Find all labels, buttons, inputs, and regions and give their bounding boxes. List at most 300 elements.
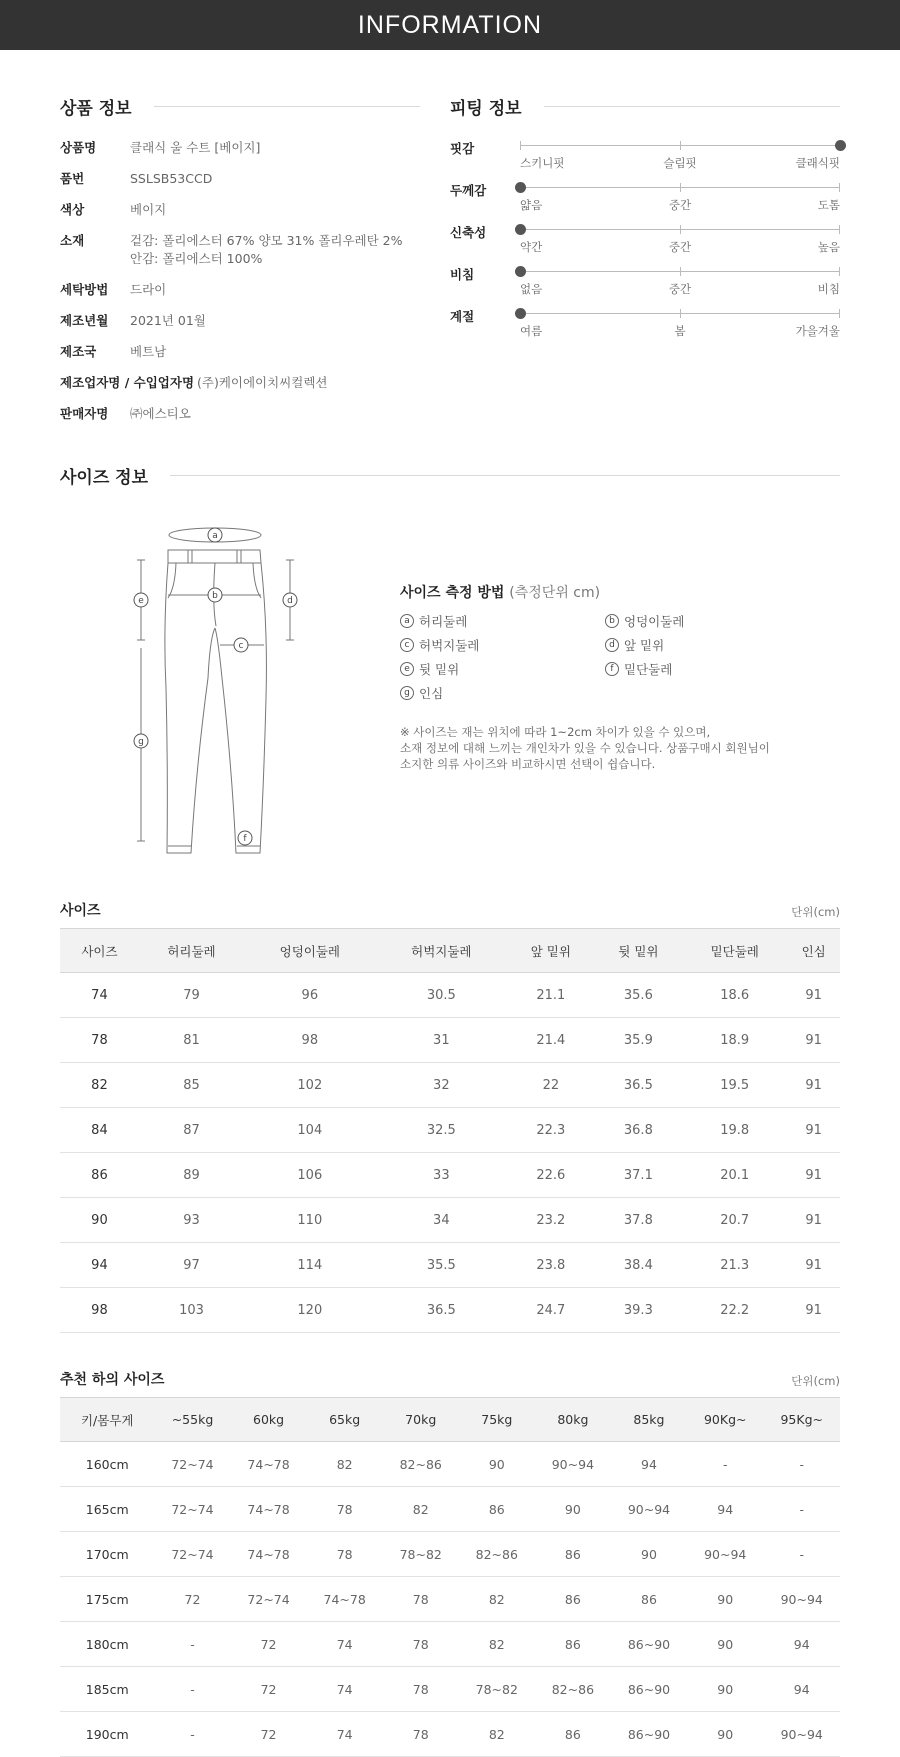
size-info-title: 사이즈 정보 <box>60 468 149 488</box>
fitting-scale-list <box>450 137 840 347</box>
scale-label-high: 도톰 <box>817 198 840 212</box>
size-info-body <box>60 508 840 878</box>
table-cell: 90 <box>60 1198 139 1243</box>
table-cell: 72 <box>231 1712 307 1757</box>
table-cell: 74 <box>60 973 139 1018</box>
table-cell: 86 <box>459 1487 535 1532</box>
measure-mark: a <box>400 614 414 628</box>
table-cell: 72 <box>154 1577 230 1622</box>
table-header-cell: 뒷 밑위 <box>595 929 683 973</box>
table-cell: 90~94 <box>535 1442 611 1487</box>
fitting-row <box>450 221 840 263</box>
table-cell: 22 <box>507 1063 595 1108</box>
heading-rule <box>170 475 840 476</box>
table-cell: 90 <box>459 1442 535 1487</box>
table-cell: 31 <box>376 1018 508 1063</box>
table-cell: 91 <box>787 1288 840 1333</box>
pants-diagram <box>60 508 400 878</box>
table-row <box>60 1712 840 1757</box>
material-lining: 안감: 폴리에스터 100% <box>130 251 263 266</box>
table-row <box>60 1532 840 1577</box>
table-cell: 34 <box>376 1198 508 1243</box>
table-header-cell: 사이즈 <box>60 929 139 973</box>
note-line: ※ 사이즈는 재는 위치에 따라 1~2cm 차이가 있을 수 있으며, <box>400 725 711 739</box>
recommend-table-heading <box>60 1369 840 1389</box>
belt-loop <box>188 550 192 563</box>
marker-f <box>238 831 252 845</box>
product-info-title: 상품 정보 <box>60 99 132 119</box>
scale-label-mid: 중간 <box>668 282 692 296</box>
table-cell: 22.2 <box>682 1288 787 1333</box>
table-cell: 37.8 <box>595 1198 683 1243</box>
fitting-key: 비침 <box>450 267 475 282</box>
table-cell: 74 <box>307 1622 383 1667</box>
measure-item <box>400 612 605 630</box>
pants-diagram-svg <box>60 508 400 878</box>
product-row-name <box>60 139 420 157</box>
svg-text:c: c <box>238 641 244 651</box>
table-cell: 82 <box>459 1577 535 1622</box>
measurement-title <box>400 582 840 602</box>
measure-mark: d <box>605 638 619 652</box>
table-cell: 114 <box>244 1243 376 1288</box>
measurement-list <box>400 612 840 702</box>
note-line: 소재 정보에 대해 느끼는 개인차가 있을 수 있습니다. 상품구매시 회원님이 <box>400 741 770 755</box>
table-cell: - <box>687 1442 763 1487</box>
scale-label-mid: 중간 <box>668 240 692 254</box>
fitting-scale <box>520 137 840 177</box>
table-cell: 104 <box>244 1108 376 1153</box>
table-cell: 74~78 <box>307 1577 383 1622</box>
product-row-value: SSLSB53CCD <box>130 171 213 186</box>
table-row <box>60 1198 840 1243</box>
scale-label-low: 얇음 <box>520 198 543 212</box>
scale-label-low: 없음 <box>520 282 543 296</box>
fitting-key: 계절 <box>450 309 475 324</box>
heading-rule <box>154 106 420 107</box>
table-cell: 90 <box>535 1487 611 1532</box>
table-cell: 91 <box>787 1063 840 1108</box>
table-header-cell: 밑단둘레 <box>682 929 787 973</box>
product-row-key: 소재 <box>60 233 85 248</box>
table-cell: 91 <box>787 1153 840 1198</box>
table-cell: 78 <box>383 1577 459 1622</box>
scale-label-mid: 슬림핏 <box>663 156 697 170</box>
table-cell: 86 <box>535 1622 611 1667</box>
measure-item <box>400 684 605 702</box>
svg-text:d: d <box>287 596 293 606</box>
table-cell: 110 <box>244 1198 376 1243</box>
table-row <box>60 1442 840 1487</box>
recommend-table <box>60 1397 840 1757</box>
size-table-title: 사이즈 <box>60 903 101 919</box>
fitting-info-section <box>450 94 840 423</box>
note-line: 소지한 의류 사이즈와 비교하시면 선택이 쉽습니다. <box>400 757 656 771</box>
measure-item <box>605 612 805 630</box>
svg-text:e: e <box>138 596 144 606</box>
table-cell: 36.5 <box>595 1063 683 1108</box>
table-cell: 82~86 <box>383 1442 459 1487</box>
table-cell: 19.8 <box>682 1108 787 1153</box>
right-pocket <box>253 563 261 598</box>
table-header-cell: 엉덩이둘레 <box>244 929 376 973</box>
measurement-guide <box>400 508 840 878</box>
scale-label-mid: 중간 <box>668 198 692 212</box>
table-cell: 90 <box>687 1712 763 1757</box>
table-cell: 19.5 <box>682 1063 787 1108</box>
marker-a <box>208 528 222 542</box>
table-cell: 165cm <box>60 1487 154 1532</box>
fitting-row <box>450 137 840 179</box>
table-cell: 90 <box>687 1577 763 1622</box>
table-cell: 72~74 <box>231 1577 307 1622</box>
information-content <box>0 94 900 1757</box>
measure-mark: c <box>400 638 414 652</box>
top-columns <box>60 94 840 423</box>
scale-indicator-dot <box>515 224 526 235</box>
table-cell: 22.6 <box>507 1153 595 1198</box>
table-cell: 74~78 <box>231 1442 307 1487</box>
table-cell: 85 <box>139 1063 244 1108</box>
product-row-value: 베트남 <box>130 344 167 359</box>
table-cell: 82 <box>383 1487 459 1532</box>
table-cell: 120 <box>244 1288 376 1333</box>
table-cell: 90 <box>687 1667 763 1712</box>
table-cell: 160cm <box>60 1442 154 1487</box>
fitting-info-heading <box>450 94 840 119</box>
fitting-key: 두께감 <box>450 183 487 198</box>
scale-tick <box>839 183 840 192</box>
table-cell: 89 <box>139 1153 244 1198</box>
table-cell: 96 <box>244 973 376 1018</box>
scale-tick <box>680 225 681 234</box>
measure-label: 엉덩이둘레 <box>624 614 685 629</box>
table-cell: 72 <box>231 1622 307 1667</box>
table-row <box>60 1288 840 1333</box>
left-leg <box>165 563 215 853</box>
table-cell: 36.8 <box>595 1108 683 1153</box>
heading-rule <box>544 106 840 107</box>
table-cell: 21.3 <box>682 1243 787 1288</box>
table-header-row <box>60 929 840 973</box>
scale-label-low: 스키니핏 <box>520 156 565 170</box>
table-cell: 38.4 <box>595 1243 683 1288</box>
table-cell: 98 <box>244 1018 376 1063</box>
product-row-country <box>60 343 420 361</box>
table-row <box>60 1153 840 1198</box>
table-cell: 20.1 <box>682 1153 787 1198</box>
product-row-key: 품번 <box>60 171 85 186</box>
table-cell: 36.5 <box>376 1288 508 1333</box>
svg-text:a: a <box>212 531 218 541</box>
table-cell: - <box>154 1712 230 1757</box>
product-row-key: 세탁방법 <box>60 282 109 297</box>
table-cell: 91 <box>787 973 840 1018</box>
table-header-cell: 허벅지둘레 <box>376 929 508 973</box>
fitting-scale <box>520 179 840 219</box>
table-cell: 90~94 <box>763 1577 840 1622</box>
scale-indicator-dot <box>515 266 526 277</box>
table-header-cell: 80kg <box>535 1398 611 1442</box>
table-cell: 78 <box>307 1532 383 1577</box>
table-cell: 32 <box>376 1063 508 1108</box>
svg-text:g: g <box>138 737 144 747</box>
table-cell: 86~90 <box>611 1622 687 1667</box>
table-cell: 21.4 <box>507 1018 595 1063</box>
table-cell: 86~90 <box>611 1712 687 1757</box>
product-row-key: 색상 <box>60 202 85 217</box>
table-header-row <box>60 1398 840 1442</box>
scale-label-high: 가을겨울 <box>795 324 840 338</box>
table-row <box>60 1108 840 1153</box>
table-cell: 39.3 <box>595 1288 683 1333</box>
table-cell: 78 <box>307 1487 383 1532</box>
table-cell: 79 <box>139 973 244 1018</box>
measure-item <box>400 660 605 678</box>
table-cell: 23.2 <box>507 1198 595 1243</box>
table-cell: 74 <box>307 1712 383 1757</box>
table-cell: 72~74 <box>154 1487 230 1532</box>
product-row-key: 판매자명 <box>60 406 109 421</box>
measure-item <box>605 636 805 654</box>
table-cell: 94 <box>611 1442 687 1487</box>
table-cell: 74~78 <box>231 1532 307 1577</box>
table-cell: 93 <box>139 1198 244 1243</box>
measure-item <box>400 636 605 654</box>
table-cell: 185cm <box>60 1667 154 1712</box>
table-row <box>60 973 840 1018</box>
measure-unit-text: (측정단위 cm) <box>509 585 601 601</box>
product-row-date <box>60 312 420 330</box>
scale-tick <box>680 267 681 276</box>
table-cell: 33 <box>376 1153 508 1198</box>
size-table-section <box>60 900 840 1333</box>
product-row-key: 제조년월 <box>60 313 109 328</box>
table-cell: 90 <box>611 1532 687 1577</box>
table-cell: - <box>763 1442 840 1487</box>
size-table <box>60 928 840 1333</box>
product-row-value: 드라이 <box>130 282 167 297</box>
product-row-seller <box>60 405 420 423</box>
table-cell: 94 <box>60 1243 139 1288</box>
table-cell: 90~94 <box>763 1712 840 1757</box>
scale-tick <box>680 183 681 192</box>
fitting-scale <box>520 305 840 345</box>
product-info-section <box>60 94 420 423</box>
table-cell: - <box>154 1622 230 1667</box>
scale-label-high: 비침 <box>817 282 840 296</box>
recommend-table-unit: 단위(cm) <box>791 1374 840 1388</box>
product-row-key: 제조국 <box>60 344 97 359</box>
product-row-wash <box>60 281 420 299</box>
table-header-cell: 90Kg~ <box>687 1398 763 1442</box>
table-cell: 18.6 <box>682 973 787 1018</box>
product-row-value: (주)케이에이치씨컬렉션 <box>197 375 328 390</box>
scale-indicator-dot <box>515 182 526 193</box>
table-cell: 35.9 <box>595 1018 683 1063</box>
scale-tick <box>680 141 681 150</box>
table-cell: 23.8 <box>507 1243 595 1288</box>
product-row-manufacturer <box>60 374 420 392</box>
product-row-value: 2021년 01월 <box>130 313 206 328</box>
scale-indicator-dot <box>835 140 846 151</box>
table-cell: 91 <box>787 1108 840 1153</box>
marker-d <box>283 593 297 607</box>
table-cell: 78 <box>383 1622 459 1667</box>
table-cell: 24.7 <box>507 1288 595 1333</box>
size-note <box>400 724 840 772</box>
scale-label-mid: 봄 <box>674 324 686 338</box>
measure-mark: e <box>400 662 414 676</box>
table-cell: 78 <box>60 1018 139 1063</box>
table-row <box>60 1667 840 1712</box>
measure-label: 인심 <box>419 686 444 701</box>
product-row-code <box>60 170 420 188</box>
table-cell: - <box>763 1532 840 1577</box>
table-cell: 180cm <box>60 1622 154 1667</box>
table-cell: 94 <box>763 1622 840 1667</box>
size-info-heading <box>60 463 840 488</box>
table-header-cell: 허리둘레 <box>139 929 244 973</box>
measure-label: 뒷 밑위 <box>419 662 460 677</box>
marker-e <box>134 593 148 607</box>
left-pocket <box>168 563 176 598</box>
table-cell: 81 <box>139 1018 244 1063</box>
table-cell: 82 <box>60 1063 139 1108</box>
table-cell: 32.5 <box>376 1108 508 1153</box>
svg-text:b: b <box>212 591 218 601</box>
scale-label-low: 여름 <box>520 324 543 338</box>
table-cell: 72~74 <box>154 1442 230 1487</box>
table-row <box>60 1018 840 1063</box>
svg-text:f: f <box>243 834 247 844</box>
table-cell: 35.6 <box>595 973 683 1018</box>
table-cell: 86 <box>535 1532 611 1577</box>
product-row-value <box>130 232 403 268</box>
table-cell: 170cm <box>60 1532 154 1577</box>
table-cell: 90~94 <box>687 1532 763 1577</box>
table-cell: 103 <box>139 1288 244 1333</box>
table-cell: 102 <box>244 1063 376 1108</box>
table-header-cell: 앞 밑위 <box>507 929 595 973</box>
size-table-heading <box>60 900 840 920</box>
scale-tick <box>680 309 681 318</box>
scale-tick <box>839 225 840 234</box>
table-cell: 86 <box>611 1577 687 1622</box>
product-row-color <box>60 201 420 219</box>
table-cell: 90 <box>687 1622 763 1667</box>
scale-label-low: 약간 <box>520 240 543 254</box>
table-header-cell: ~55kg <box>154 1398 230 1442</box>
table-cell: 30.5 <box>376 973 508 1018</box>
table-header-cell: 60kg <box>231 1398 307 1442</box>
material-outer: 겉감: 폴리에스터 67% 양모 31% 폴리우레탄 2% <box>130 233 403 248</box>
measure-label: 앞 밑위 <box>624 638 665 653</box>
measure-mark: b <box>605 614 619 628</box>
recommend-table-section <box>60 1369 840 1757</box>
table-cell: 35.5 <box>376 1243 508 1288</box>
table-cell: 84 <box>60 1108 139 1153</box>
table-row <box>60 1622 840 1667</box>
table-header-cell: 키/몸무게 <box>60 1398 154 1442</box>
table-cell: 20.7 <box>682 1198 787 1243</box>
table-header-cell: 65kg <box>307 1398 383 1442</box>
table-cell: 91 <box>787 1198 840 1243</box>
size-table-unit: 단위(cm) <box>791 905 840 919</box>
table-cell: 82 <box>307 1442 383 1487</box>
table-cell: 72~74 <box>154 1532 230 1577</box>
table-cell: 78~82 <box>383 1532 459 1577</box>
table-cell: 74~78 <box>231 1487 307 1532</box>
table-cell: 78 <box>383 1712 459 1757</box>
table-cell: 72 <box>231 1667 307 1712</box>
table-cell: 98 <box>60 1288 139 1333</box>
table-cell: 78~82 <box>459 1667 535 1712</box>
product-row-value: 베이지 <box>130 202 167 217</box>
top-header-bar <box>0 0 900 50</box>
table-cell: 78 <box>383 1667 459 1712</box>
table-cell: 97 <box>139 1243 244 1288</box>
marker-b <box>208 588 222 602</box>
scale-label-high: 클래식핏 <box>795 156 840 170</box>
table-row <box>60 1577 840 1622</box>
product-row-value: ㈜에스티오 <box>130 406 191 421</box>
marker-c <box>234 638 248 652</box>
table-cell: 86 <box>535 1712 611 1757</box>
fitting-info-title: 피팅 정보 <box>450 99 522 119</box>
table-cell: 74 <box>307 1667 383 1712</box>
table-cell: 175cm <box>60 1577 154 1622</box>
scale-tick <box>839 267 840 276</box>
belt-loop <box>237 550 241 563</box>
table-cell: 86 <box>60 1153 139 1198</box>
table-header-cell: 인심 <box>787 929 840 973</box>
table-cell: 86 <box>535 1577 611 1622</box>
measure-title-text: 사이즈 측정 방법 <box>400 585 505 601</box>
waistband <box>168 550 261 563</box>
table-cell: 94 <box>763 1667 840 1712</box>
right-leg <box>215 563 266 853</box>
table-cell: 82 <box>459 1622 535 1667</box>
measure-label: 밑단둘레 <box>624 662 673 677</box>
table-cell: 94 <box>687 1487 763 1532</box>
table-cell: 106 <box>244 1153 376 1198</box>
fitting-key: 핏감 <box>450 141 475 156</box>
table-cell: 87 <box>139 1108 244 1153</box>
table-row <box>60 1243 840 1288</box>
fitting-scale <box>520 263 840 303</box>
table-cell: - <box>763 1487 840 1532</box>
product-info-heading <box>60 94 420 119</box>
product-row-key: 상품명 <box>60 140 97 155</box>
size-info-section <box>60 463 840 878</box>
table-cell: 82~86 <box>535 1667 611 1712</box>
table-row <box>60 1487 840 1532</box>
fitting-row <box>450 263 840 305</box>
fitting-row <box>450 305 840 347</box>
table-cell: 22.3 <box>507 1108 595 1153</box>
scale-tick <box>839 309 840 318</box>
measure-item <box>605 660 805 678</box>
table-cell: 91 <box>787 1018 840 1063</box>
fitting-row <box>450 179 840 221</box>
measure-label: 허벅지둘레 <box>419 638 480 653</box>
table-cell: 21.1 <box>507 973 595 1018</box>
marker-g <box>134 734 148 748</box>
measure-mark: g <box>400 686 414 700</box>
header-title: INFORMATION <box>357 10 543 39</box>
recommend-table-title: 추천 하의 사이즈 <box>60 1372 165 1388</box>
